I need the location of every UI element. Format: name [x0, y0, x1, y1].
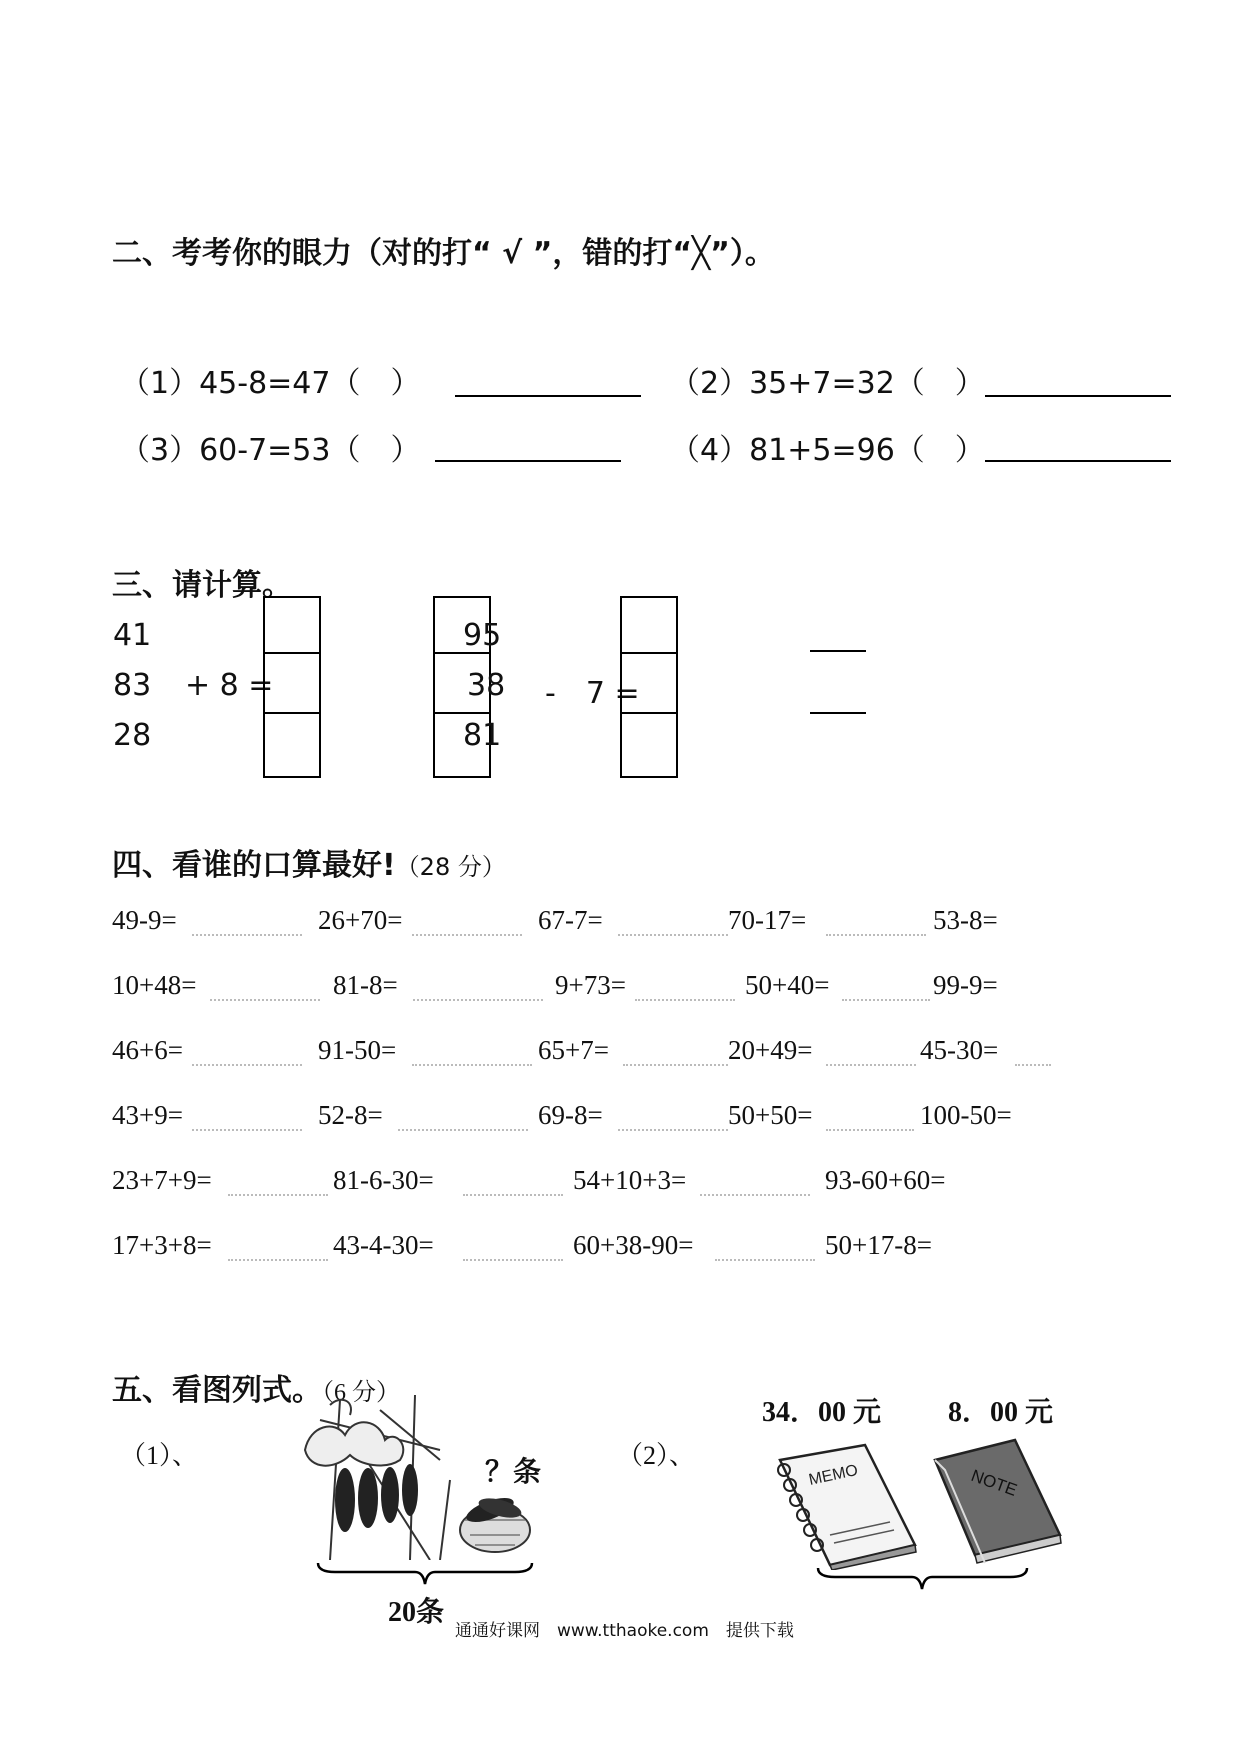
oral-problem: 100-50=: [920, 1100, 1012, 1130]
answer-line[interactable]: [810, 712, 866, 714]
oral-problem: 26+70=: [318, 905, 403, 935]
question-1-label: （1）、: [120, 1441, 199, 1470]
right-number-1: 95: [463, 618, 502, 653]
dotted-answer[interactable]: [210, 999, 320, 1001]
oral-problem: 43-4-30=: [333, 1230, 434, 1260]
dotted-answer[interactable]: [826, 934, 926, 936]
answer-box[interactable]: [620, 712, 678, 778]
dotted-answer[interactable]: [192, 934, 302, 936]
section-4-title: [112, 840, 506, 884]
oral-problem: 10+48=: [112, 970, 197, 1000]
dotted-answer[interactable]: [715, 1259, 815, 1261]
judge-item-3: （3）60-7=53（ ）: [120, 433, 421, 468]
dotted-answer[interactable]: [826, 1064, 916, 1066]
oral-problem: 43+9=: [112, 1100, 183, 1130]
oral-problem: 50+40=: [745, 970, 830, 1000]
note-cover: [935, 1440, 1060, 1555]
left-number-1: 41: [113, 618, 152, 653]
brace-price: [815, 1565, 1030, 1595]
oral-problem: 52-8=: [318, 1100, 383, 1130]
oral-problem: 49-9=: [112, 905, 177, 935]
oral-problem: 9+73=: [555, 970, 626, 1000]
note-price: 8．00 元: [948, 1397, 1054, 1428]
oral-problem: 81-6-30=: [333, 1165, 434, 1195]
answer-box[interactable]: [620, 652, 678, 714]
leaf-cluster: [305, 1422, 403, 1465]
oral-problem: 50+17-8=: [825, 1230, 932, 1260]
oral-problem: 99-9=: [933, 970, 998, 1000]
dotted-answer[interactable]: [826, 1129, 914, 1131]
oral-problem: 45-30=: [920, 1035, 999, 1065]
oral-problem: 69-8=: [538, 1100, 603, 1130]
stick: [440, 1480, 450, 1560]
oral-problem: 17+3+8=: [112, 1230, 212, 1260]
memo-price: 34．00 元: [762, 1397, 882, 1428]
answer-box[interactable]: [263, 712, 321, 778]
section-5-title-text: 五、看图列式。: [112, 1373, 322, 1408]
dotted-answer[interactable]: [413, 999, 543, 1001]
oral-problem: 54+10+3=: [573, 1165, 687, 1195]
eggplant: [335, 1468, 355, 1532]
memo-cover-text: MEMO: [807, 1461, 860, 1489]
dotted-answer[interactable]: [412, 1064, 532, 1066]
note-notebook-picture: [930, 1435, 1065, 1565]
answer-line-2[interactable]: [985, 395, 1171, 397]
dotted-answer[interactable]: [228, 1259, 328, 1261]
judge-item-1: （1）45-8=47（ ）: [120, 366, 421, 401]
oral-problem: 67-7=: [538, 905, 603, 935]
answer-box[interactable]: [620, 596, 678, 654]
footer-text: 通通好课网 www.tthaoke.com 提供下载: [455, 1621, 794, 1641]
brace-total: [315, 1560, 535, 1590]
dotted-answer[interactable]: [398, 1129, 528, 1131]
answer-line-3[interactable]: [435, 460, 621, 462]
dotted-answer[interactable]: [618, 934, 728, 936]
section-3-title: 三、请计算。: [112, 568, 292, 603]
oral-problem: 93-60+60=: [825, 1165, 946, 1195]
oral-problem: 23+7+9=: [112, 1165, 212, 1195]
unknown-count-label: ？条: [485, 1457, 542, 1488]
oral-problem: 91-50=: [318, 1035, 397, 1065]
oral-problem: 20+49=: [728, 1035, 813, 1065]
oral-problem: 53-8=: [933, 905, 998, 935]
answer-box[interactable]: [263, 652, 321, 714]
dotted-answer[interactable]: [700, 1194, 810, 1196]
eggplant: [381, 1467, 399, 1523]
oral-problem: 46+6=: [112, 1035, 183, 1065]
answer-line-4[interactable]: [985, 460, 1171, 462]
note-cover-text: NOTE: [968, 1465, 1020, 1500]
right-number-2: 38: [467, 668, 506, 703]
answer-box[interactable]: [263, 596, 321, 654]
answer-line-1[interactable]: [455, 395, 641, 397]
eggplant: [402, 1464, 418, 1516]
dotted-answer[interactable]: [412, 934, 522, 936]
dotted-answer[interactable]: [192, 1064, 302, 1066]
dotted-answer[interactable]: [463, 1259, 563, 1261]
dotted-answer[interactable]: [623, 1064, 728, 1066]
answer-line[interactable]: [810, 650, 866, 652]
judge-item-4: （4）81+5=96（ ）: [670, 433, 985, 468]
oral-problem: 70-17=: [728, 905, 807, 935]
section-5-points: （6 分）: [322, 1380, 400, 1406]
eggplant: [358, 1468, 378, 1528]
dotted-answer[interactable]: [635, 999, 735, 1001]
dotted-answer[interactable]: [463, 1194, 563, 1196]
right-operator: - 7 =: [545, 676, 640, 711]
right-number-3: 81: [463, 718, 502, 753]
dotted-answer[interactable]: [1015, 1064, 1051, 1066]
oral-problem: 50+50=: [728, 1100, 813, 1130]
section-4-points: （28 分）: [395, 853, 506, 881]
dotted-answer[interactable]: [228, 1194, 328, 1196]
dotted-answer[interactable]: [618, 1129, 728, 1131]
judge-item-2: （2）35+7=32（ ）: [670, 366, 985, 401]
question-2-label: （2）、: [617, 1441, 696, 1470]
left-operator: + 8 =: [185, 668, 274, 703]
memo-notebook-picture: [770, 1440, 920, 1570]
dotted-answer[interactable]: [192, 1129, 302, 1131]
left-number-2: 83: [113, 668, 152, 703]
section-2-title: 二、考考你的眼力（对的打“ √ ”，错的打“╳”）。: [112, 236, 775, 271]
section-4-title-text: 四、看谁的口算最好!: [112, 848, 396, 883]
total-count-label: 20条: [388, 1597, 445, 1628]
dotted-answer[interactable]: [842, 999, 930, 1001]
oral-problem: 81-8=: [333, 970, 398, 1000]
left-number-3: 28: [113, 718, 152, 753]
oral-problem: 60+38-90=: [573, 1230, 694, 1260]
oral-problem: 65+7=: [538, 1035, 609, 1065]
